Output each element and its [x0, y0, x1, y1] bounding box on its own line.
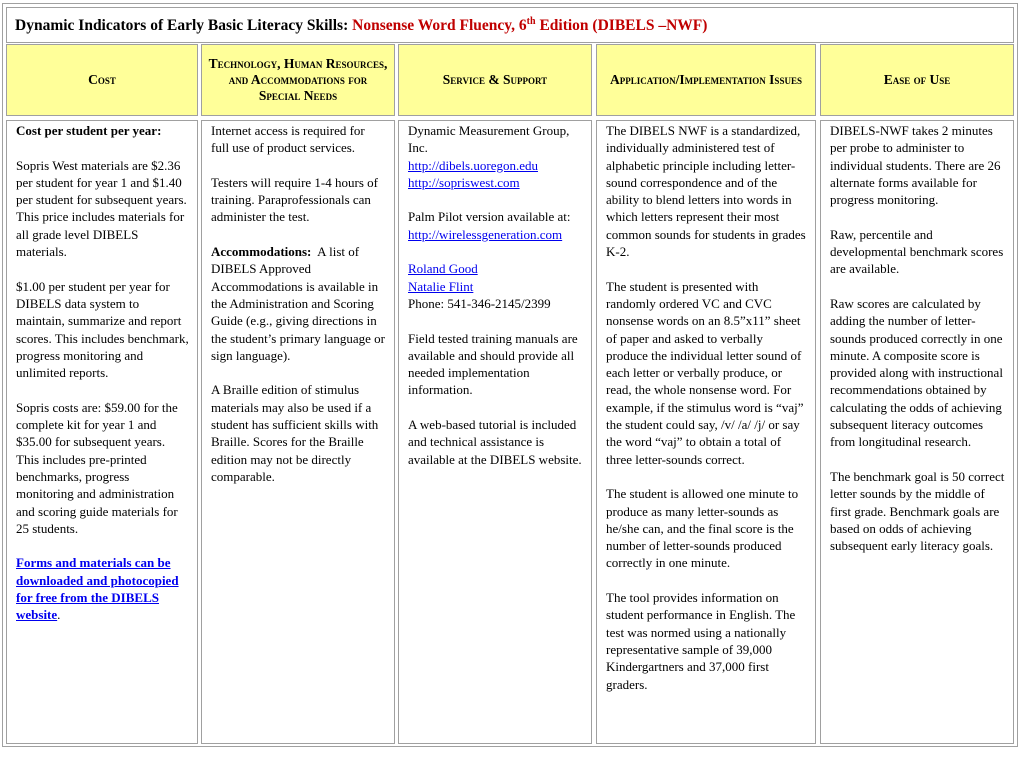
contact-natalie-flint-link[interactable]: Natalie Flint — [408, 278, 474, 294]
header-technology-label: Technology, Human Resources, and Accommodations for Special Needs — [208, 56, 388, 103]
service-paragraph: Field tested training manuals are available and should provide all needed implementation information. — [408, 330, 578, 398]
accommodations-label: Accommodations: — [211, 244, 312, 260]
technology-cell — [201, 120, 395, 744]
contacts-block — [408, 260, 583, 312]
organization-name: Dynamic Measurement Group, Inc. — [408, 123, 570, 156]
phone-number: Phone: 541-346-2145/2399 — [408, 295, 551, 311]
ease-paragraph: Raw scores are calculated by adding the number of letter-sounds produced correctly in one minute. A composite score is provided along with instructional recommendations obtained by calculating the odds of achieving subsequent literacy outcomes from longitudinal research. — [830, 295, 1003, 450]
document-title — [6, 7, 1014, 43]
cost-paragraph: $1.00 per student per year for DIBELS data system to maintain, summarize and report scores. This includes benchmark, progress monitoring and unlimited reports. — [16, 278, 189, 381]
header-ease-label: Ease of Use — [883, 72, 951, 87]
ease-paragraph: The benchmark goal is 50 correct letter sounds by the middle of first grade. Benchmark goals are based on odds of achieving subsequent early literacy goals. — [830, 468, 1005, 554]
header-cost — [6, 44, 198, 116]
cost-link-tail: . — [57, 607, 61, 623]
cost-paragraph: Sopris costs are: $59.00 for the complete kit for year 1 and $35.00 for subsequent years. This includes pre-printed benchmarks, progress monitoring and administration and scoring guide materials for 25 students. — [16, 399, 178, 536]
header-application-label: Application/Implementation Issues — [610, 72, 802, 87]
header-ease — [820, 44, 1014, 116]
header-service — [398, 44, 592, 116]
ease-cell — [820, 120, 1014, 744]
title-highlight — [352, 17, 707, 34]
title-highlight-tail: Edition (DIBELS –NWF) — [535, 17, 708, 34]
ease-paragraph: Raw, percentile and developmental benchmark scores are available. — [830, 226, 1004, 277]
service-cell — [398, 120, 592, 744]
application-cell — [596, 120, 816, 744]
title-text: Dynamic Indicators of Early Basic Literacy Skills: — [15, 17, 353, 34]
accommodations-paragraph — [211, 243, 389, 364]
accommodations-text: A list of DIBELS Approved Accommodations is available in the Administration and Scoring Guide (e.g., giving directions in the student’s primary language or sign language). — [211, 244, 389, 363]
dibels-uoregon-link[interactable]: http://dibels.uoregon.edu — [408, 157, 538, 173]
application-paragraph: The DIBELS NWF is a standardized, individually administered test of alphabetic principle including letter-sound correspondence and of the ability to blend letters into words in which letters represent their most common sounds for students in grades K-2. — [606, 123, 806, 260]
header-technology — [201, 44, 395, 116]
header-application — [596, 44, 816, 116]
application-paragraph: The student is allowed one minute to produce as many letter-sounds as he/she can, and the final score is the number of letter-sounds produced correctly in one minute. — [606, 486, 799, 571]
application-paragraph: The student is presented with randomly ordered VC and CVC nonsense words on an 8.5”x11” sheet of paper and asked to verbally produce the individual letter sound of each letter or verbally produce, or read, the whole nonsense word. For example, if the stimulus word is “vaj” the student could say, /v/ /a/ /j/ or say the word “vaj” to obtain a total of three letter-sounds correct. — [606, 278, 804, 467]
palm-pilot-text: Palm Pilot version available at: — [408, 209, 571, 225]
header-cost-label: Cost — [88, 72, 116, 87]
title-highlight-text: Nonsense Word Fluency, 6 — [352, 17, 527, 34]
cost-paragraph: Sopris West materials are $2.36 per student for year 1 and $1.40 per student for subsequent years. This price includes materials for all grade level DIBELS materials. — [16, 157, 187, 260]
technology-paragraph: A Braille edition of stimulus materials may also be used if a student has sufficient skills with Braille. Scores for the Braille edition may not be directly comparable. — [211, 382, 379, 484]
palm-pilot-block — [408, 208, 583, 243]
cost-cell — [6, 120, 198, 744]
wirelessgeneration-link[interactable]: http://wirelessgeneration.com — [408, 226, 563, 242]
ease-paragraph: DIBELS-NWF takes 2 minutes per probe to administer to individual students. There are 26 alternate forms available for progress monitoring. — [830, 123, 1001, 208]
cost-heading: Cost per student per year: — [16, 123, 162, 138]
application-paragraph: The tool provides information on student performance in English. The test was normed using a nationally representative sample of 39,000 Kindergartners and 37,000 first graders. — [606, 590, 796, 692]
contact-roland-good-link[interactable]: Roland Good — [408, 261, 478, 277]
service-org-block — [408, 122, 583, 191]
technology-paragraph: Testers will require 1-4 hours of training. Paraprofessionals can administer the test. — [211, 174, 378, 225]
sopriswest-link[interactable]: http://sopriswest.com — [408, 174, 520, 190]
dibels-website-link[interactable]: Forms and materials can be downloaded and photocopied for free from the DIBELS website — [16, 555, 179, 623]
service-paragraph: A web-based tutorial is included and technical assistance is available at the DIBELS website. — [408, 417, 582, 467]
title-superscript: th — [526, 15, 536, 27]
cost-download-paragraph — [16, 554, 189, 623]
header-service-label: Service & Support — [442, 72, 548, 87]
technology-paragraph: Internet access is required for full use of product services. — [211, 123, 365, 156]
